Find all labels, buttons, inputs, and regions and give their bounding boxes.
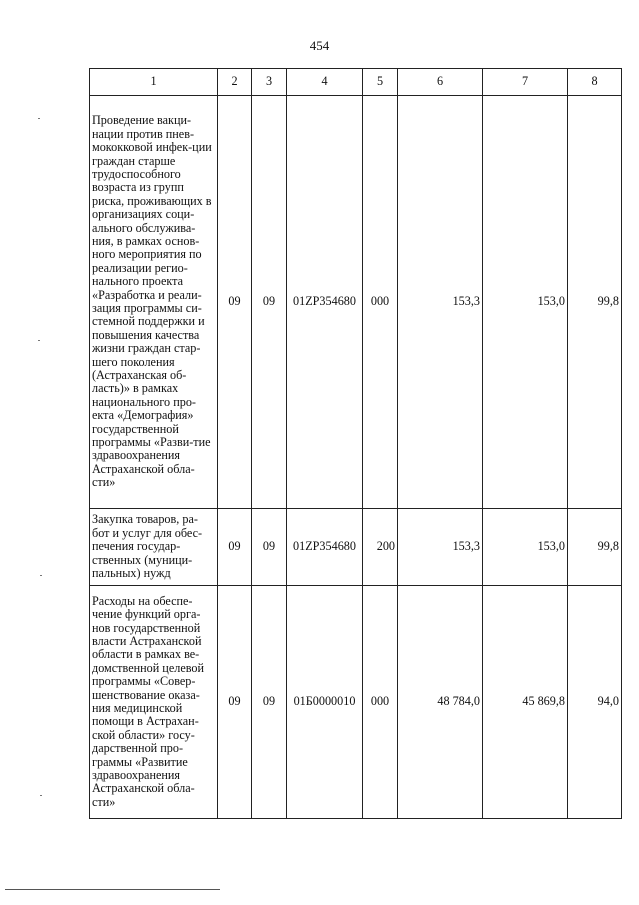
scan-speck [40, 575, 42, 576]
table-row [90, 586, 622, 819]
column-header-2: 2 [218, 69, 252, 96]
cell-percent: 99,8 [568, 509, 622, 586]
cell-planned: 153,3 [398, 509, 483, 586]
cell-executed: 153,0 [483, 96, 568, 509]
column-header-7: 7 [483, 69, 568, 96]
cell-target-code: 01ZP354680 [287, 96, 363, 509]
cell-percent: 99,8 [568, 96, 622, 509]
cell-target-code: 01ZP354680 [287, 509, 363, 586]
row-description: Закупка товаров, ра-бот и услуг для обес-печения государ-ственных (муници-пальных) нужд [90, 509, 218, 586]
cell-planned: 153,3 [398, 96, 483, 509]
column-header-8: 8 [568, 69, 622, 96]
budget-table [89, 68, 622, 819]
column-header-1: 1 [90, 69, 218, 96]
cell-target-code: 01Б0000010 [287, 586, 363, 819]
row-description: Расходы на обеспе-чение функций орга-нов государственной власти Астраханской области в рамках ве-домственной целевой программы «Совер-шенствование оказа-ния медицинской помощи в Астрахан-ской области» госу-дарственной про-граммы «Развитие здравоохранения Астраханской обла-сти» [90, 586, 218, 819]
table-row [90, 509, 622, 586]
scan-speck [38, 340, 40, 341]
cell-subsection: 09 [252, 509, 287, 586]
cell-subsection: 09 [252, 586, 287, 819]
column-header-4: 4 [287, 69, 363, 96]
cell-section: 09 [218, 96, 252, 509]
cell-expense-type: 000 [363, 96, 398, 509]
row-description: Проведение вакци-нации против пнев-мококковой инфек-ции граждан старше трудоспособного возраста из групп риска, проживающих в организациях соци-ального обслужива-ния, в рамках основ-ного мероприятия по реализации регио-нального проекта «Разработка и реали-зация программы си-стемной поддержки и повышения качества жизни граждан стар-шего поколения (Астраханская об-ласть)» в рамках национального про-екта «Демография» государственной программы «Разви-тие здравоохранения Астраханской обла-сти» [90, 96, 218, 509]
column-header-3: 3 [252, 69, 287, 96]
column-header-6: 6 [398, 69, 483, 96]
cell-expense-type: 200 [363, 509, 398, 586]
cell-executed: 153,0 [483, 509, 568, 586]
cell-planned: 48 784,0 [398, 586, 483, 819]
bottom-rule [5, 889, 220, 890]
cell-section: 09 [218, 509, 252, 586]
cell-executed: 45 869,8 [483, 586, 568, 819]
cell-expense-type: 000 [363, 586, 398, 819]
table-row [90, 96, 622, 509]
page-number: 454 [309, 38, 330, 53]
scan-speck [40, 795, 42, 796]
cell-section: 09 [218, 586, 252, 819]
scan-speck [38, 118, 40, 119]
cell-percent: 94,0 [568, 586, 622, 819]
header-row [90, 69, 622, 96]
column-header-5: 5 [363, 69, 398, 96]
cell-subsection: 09 [252, 96, 287, 509]
